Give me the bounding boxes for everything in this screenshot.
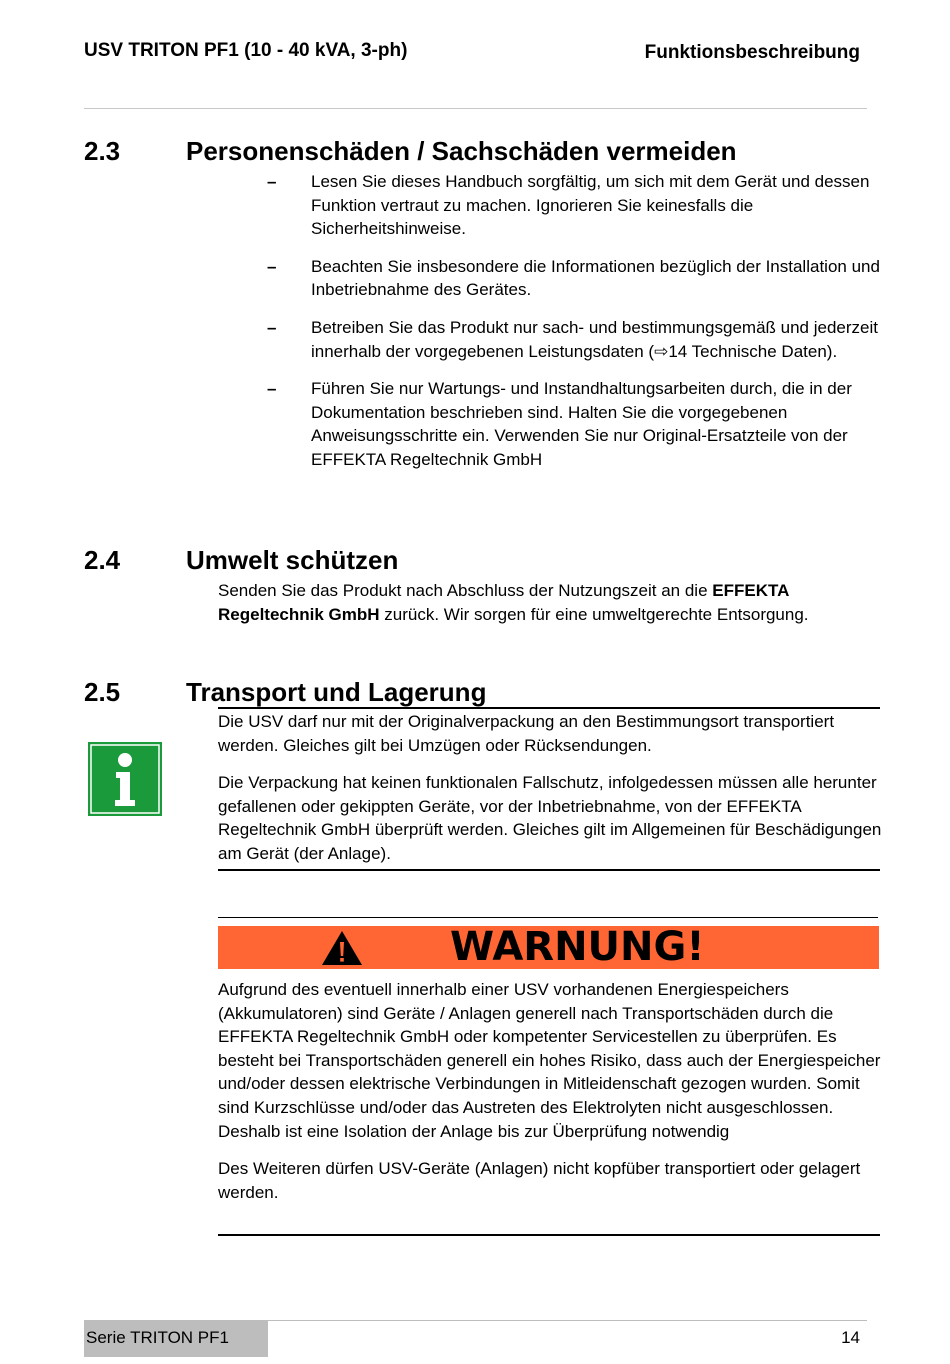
section-number-2-5: 2.5 [84,677,121,707]
list-item [266,170,882,241]
list-item-text: Führen Sie nur Wartungs- und Instandhaltungsarbeiten durch, die in der Dokumentation beschrieben sind. Halten Sie die vorgegebenen Anweisungsschritte ein. Verwenden Sie nur Original-Ersatzteile von der EFFEKTA Regeltechnik GmbH [311,379,852,469]
document-header-chapter: Funktionsbeschreibung [644,42,860,63]
dash-bullet: – [267,317,277,337]
company-name: EFFEKTA Regeltechnik GmbH [218,581,789,624]
footer-series-label: Serie TRITON PF1 [86,1328,229,1347]
section-number-2-3: 2.3 [84,136,121,166]
dash-bullet: – [267,379,277,399]
list-item [266,255,882,302]
environment-paragraph [218,579,883,640]
paragraph-text: Die Verpackung hat keinen funktionalen Fallschutz, infolgedessen müssen alle herunter gefallenen oder gekippten Geräte, vor der Inbetriebnahme, von der EFFEKTA Regeltechnik GmbH überprüft werden. Gleiches gilt im Allgemeinen für Beschädigungen am Gerät (der Anlage). [218,773,882,863]
paragraph-text: Senden Sie das Produkt nach Abschluss der Nutzungszeit an die [218,581,713,600]
notice-top-rule [218,707,880,709]
info-icon [88,742,162,816]
transport-notice [218,710,883,880]
paragraph-text: Des Weiteren dürfen USV-Geräte (Anlagen) nicht kopfüber transportiert oder gelagert werden. [218,1159,861,1202]
safety-bullet-list [266,170,882,486]
list-item [266,377,882,471]
section-number-2-4: 2.4 [84,545,121,575]
warning-top-rule [218,917,878,918]
warning-banner [218,926,879,969]
warning-bottom-rule [218,1234,880,1236]
section-title-2-3: Personenschäden / Sachschäden vermeiden [186,136,737,166]
list-item-text: Lesen Sie dieses Handbuch sorgfältig, um sich mit dem Gerät und dessen Funktion vertraut zu machen. Ignorieren Sie keinesfalls die Sicherheitshinweise. [311,172,870,239]
page-number: 14 [841,1328,860,1347]
list-item-text: Betreiben Sie das Produkt nur sach- und bestimmungsgemäß und jederzeit innerhalb der vorgegebenen Leistungsdaten (⇨14 Technische Daten). [311,317,878,361]
paragraph-text: Aufgrund des eventuell innerhalb einer USV vorhandenen Energiespeichers (Akkumulatoren) sind Geräte / Anlagen generell nach Transportschäden durch die EFFEKTA Regeltechnik GmbH oder kompetenter Servicestellen zu überprüfen. Es besteht bei Transportschäden generell ein hohes Risiko, dass auch der Energiespeicher und/oder dessen elektrische Verbindungen in Mitleidenschaft gezogen wurden. Somit sind Kurzschlüsse und/oder das Austreten des Elektrolyten nicht ausgeschlossen. Deshalb ist eine Isolation der Anlage bis zur Überprüfung notwendig [218,980,881,1141]
paragraph-text: zurück. Wir sorgen für eine umweltgerechte Entsorgung. [379,604,809,624]
document-header-title: USV TRITON PF1 (10 - 40 kVA, 3-ph) [84,40,408,61]
dash-bullet: – [267,172,277,191]
paragraph-text: Die USV darf nur mit der Originalverpackung an den Bestimmungsort transportiert werden. Gleiches gilt bei Umzügen oder Rücksendungen. [218,712,835,755]
notice-bottom-rule [218,869,880,871]
dash-bullet: – [267,256,277,276]
list-item-text: Beachten Sie insbesondere die Informationen bezüglich der Installation und Inbetriebnahme des Gerätes. [311,256,880,300]
warning-triangle-icon [320,929,364,967]
section-title-2-5: Transport und Lagerung [186,677,487,707]
header-divider [84,108,867,109]
section-title-2-4: Umwelt schützen [186,545,399,575]
warning-text [218,978,883,1218]
warning-label: WARNUNG! [450,924,705,970]
list-item [266,316,882,363]
